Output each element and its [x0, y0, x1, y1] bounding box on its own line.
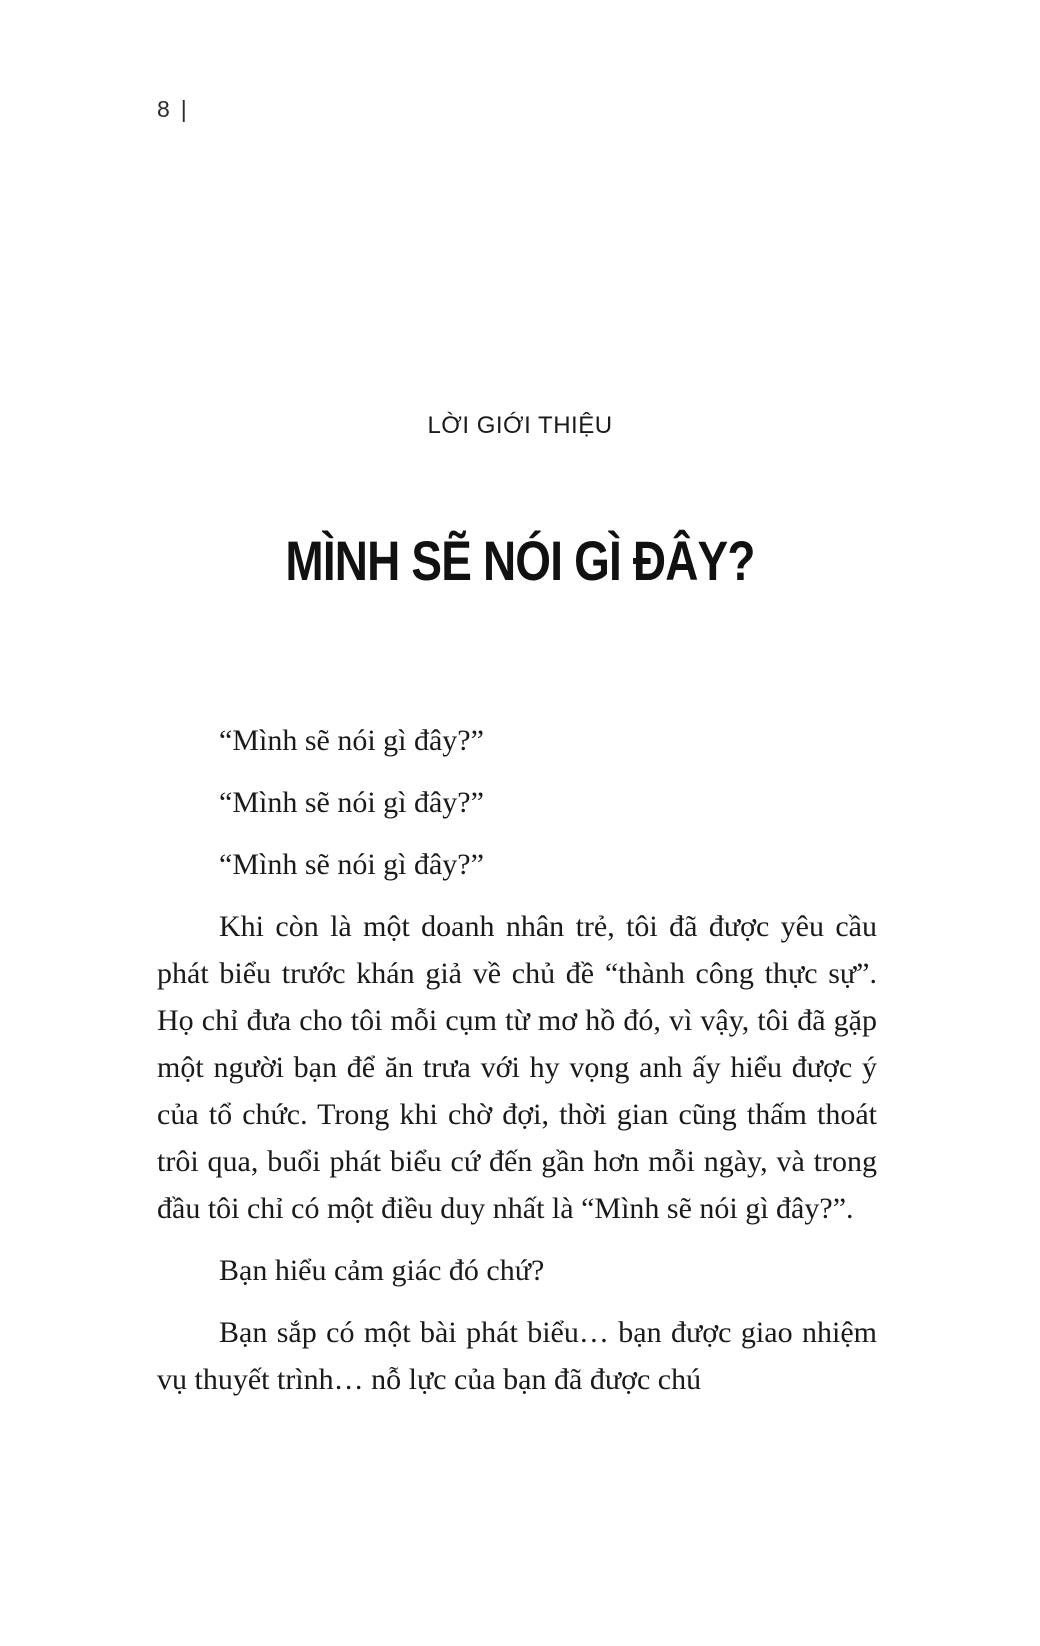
quote-line: “Mình sẽ nói gì đây?” [219, 786, 484, 819]
section-label: LỜI GIỚI THIỆU [427, 412, 613, 439]
body-paragraph: Bạn hiểu cảm giác đó chứ? [219, 1254, 545, 1287]
page-number: 8 [157, 96, 171, 122]
quote-line: “Mình sẽ nói gì đây?” [219, 848, 484, 881]
body-paragraph: Bạn sắp có một bài phát biểu… bạn được giao nhiệm vụ thuyết trình… nỗ lực của bạn đã được chú [157, 1316, 877, 1396]
chapter-title: MÌNH SẼ NÓI GÌ ĐÂY? [285, 529, 755, 592]
quote-line: “Mình sẽ nói gì đây?” [219, 724, 484, 757]
body-paragraph: Khi còn là một doanh nhân trẻ, tôi đã được yêu cầu phát biểu trước khán giả về chủ đề “thành công thực sự”. Họ chỉ đưa cho tôi mỗi cụm từ mơ hồ đó, vì vậy, tôi đã gặp một người bạn để ăn trưa với hy vọng anh ấy hiểu được ý của tổ chức. Trong khi chờ đợi, thời gian cũng thấm thoát trôi qua, buổi phát biểu cứ đến gần hơn mỗi ngày, và trong đầu tôi chỉ có một điều duy nhất là “Mình sẽ nói gì đây?”. [157, 910, 877, 1225]
page-header [157, 96, 188, 123]
page-number-separator: | [180, 96, 188, 122]
body-text [157, 717, 877, 1418]
